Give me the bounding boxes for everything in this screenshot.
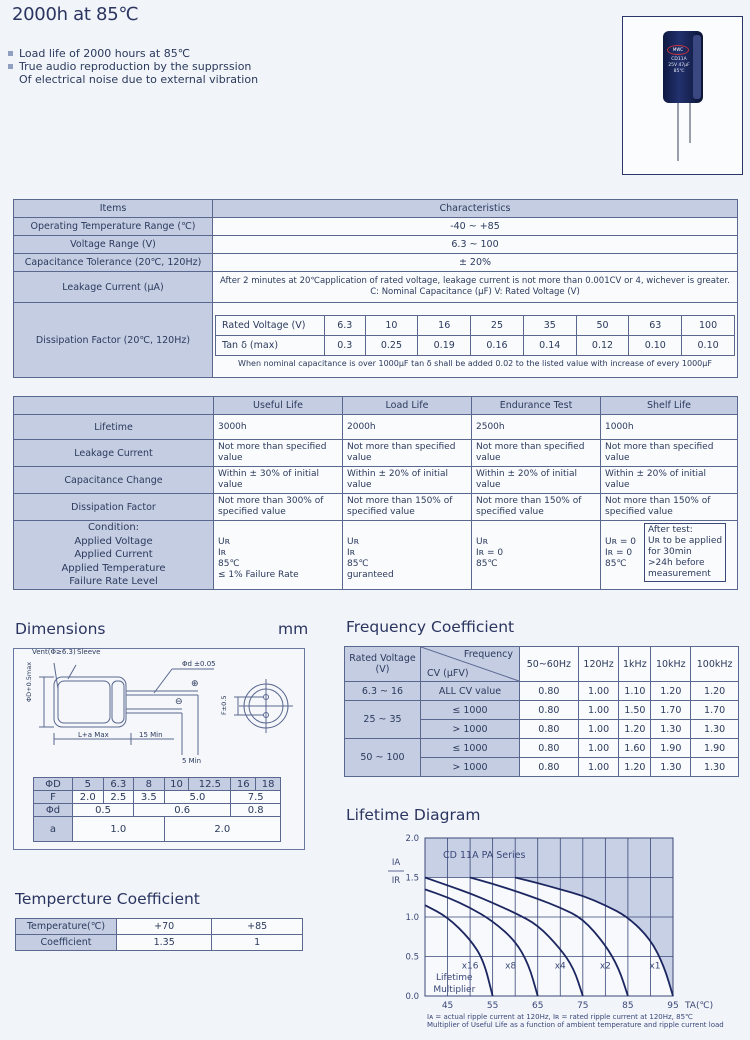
leakage-legend: C: Nominal Capacitance (μF) V: Rated Voltage (V) bbox=[370, 287, 580, 297]
frequency-label: Frequency bbox=[463, 649, 513, 660]
y-tick-label: 1.0 bbox=[405, 913, 419, 923]
cell: +85 bbox=[212, 919, 303, 935]
frequency-table bbox=[344, 646, 739, 777]
page-title: 2000h at 85℃ bbox=[12, 4, 139, 25]
spec-table bbox=[13, 199, 738, 378]
coefficient-cell: 1.70 bbox=[691, 701, 739, 720]
coefficient-cell: 1.00 bbox=[578, 720, 619, 739]
x-tick-label: 55 bbox=[486, 1001, 499, 1011]
cell: 3000h bbox=[214, 415, 343, 440]
condition-shelf bbox=[601, 521, 738, 590]
cond-value: Iʀ bbox=[218, 548, 227, 558]
cell: 2.0 bbox=[73, 791, 104, 804]
capacitor-stripe bbox=[693, 35, 701, 99]
series-label-x8: x8 bbox=[505, 961, 517, 972]
coefficient-cell: 1.00 bbox=[578, 701, 619, 720]
series-label-x16: x16 bbox=[461, 961, 479, 972]
col-header-useful-life: Useful Life bbox=[214, 397, 343, 415]
voltage-cell: 63 bbox=[629, 315, 682, 335]
cond-value: 85℃ bbox=[476, 559, 498, 569]
label-line: 85℃ bbox=[673, 69, 685, 74]
multiplier-label: Lifetime bbox=[436, 973, 473, 984]
col-header-shelf-life: Shelf Life bbox=[601, 397, 738, 415]
coefficient-cell: 1.10 bbox=[619, 682, 651, 701]
note-line: for 30min bbox=[648, 547, 692, 557]
cell: 5.0 bbox=[164, 791, 231, 804]
table-row bbox=[14, 236, 738, 254]
tan-delta-cell: 0.25 bbox=[365, 335, 418, 355]
table-row bbox=[345, 682, 739, 701]
coefficient-cell: 1.60 bbox=[619, 739, 651, 758]
row-label-coefficient: Coefficient bbox=[16, 935, 117, 951]
bullet-icon bbox=[8, 51, 13, 56]
x-axis-label: TA(℃) bbox=[685, 1001, 714, 1011]
y-tick-label: 0.0 bbox=[405, 992, 419, 1002]
col-header-blank bbox=[14, 397, 214, 415]
cv-label: CV (μFV) bbox=[427, 668, 469, 679]
row-label: Operating Temperature Range (℃) bbox=[14, 218, 213, 236]
cell: 1000h bbox=[601, 415, 738, 440]
cell: 3.5 bbox=[134, 791, 165, 804]
row-label-D: ΦD bbox=[34, 778, 73, 791]
table-row-condition bbox=[14, 521, 738, 590]
table-row bbox=[14, 272, 738, 303]
tan-delta-cell: 0.12 bbox=[576, 335, 629, 355]
table-row bbox=[14, 303, 738, 378]
dissipation-note: When nominal capacitance is over 1000μF tan δ shall be added 0.02 to the listed value with increase of every 1000μF bbox=[238, 358, 712, 368]
condition-useful bbox=[214, 521, 343, 590]
series-label-x4: x4 bbox=[554, 961, 566, 972]
voltage-cell: 10 bbox=[365, 315, 418, 335]
voltage-cell: 35 bbox=[523, 315, 576, 335]
row-label-a: a bbox=[34, 817, 73, 842]
coefficient-cell: 1.20 bbox=[691, 682, 739, 701]
row-value: 6.3 ~ 100 bbox=[213, 236, 738, 254]
cv-cell: > 1000 bbox=[421, 758, 520, 777]
coefficient-cell: 0.80 bbox=[520, 720, 579, 739]
coefficient-cell: 1.20 bbox=[619, 720, 651, 739]
cell: 2.5 bbox=[103, 791, 134, 804]
temperature-table bbox=[15, 918, 303, 951]
capacitor-sleeve bbox=[58, 681, 110, 723]
x-tick-label: 85 bbox=[622, 1001, 634, 1011]
cond-value: Iʀ bbox=[347, 548, 356, 558]
row-value: ± 20% bbox=[213, 254, 738, 272]
col-header-diagonal bbox=[421, 647, 520, 682]
diameter-cell: 6.3 bbox=[103, 778, 134, 791]
voltage-group: 6.3 ~ 16 bbox=[345, 682, 421, 701]
coefficient-cell: 1.70 bbox=[651, 701, 691, 720]
note-line: >24h before bbox=[648, 558, 705, 568]
col-header-characteristics: Characteristics bbox=[213, 200, 738, 218]
y-tick-label: 2.0 bbox=[405, 834, 419, 844]
cell: Not more than specified value bbox=[472, 440, 601, 467]
label-line: CD11A bbox=[671, 57, 687, 62]
feature-list bbox=[8, 47, 258, 86]
cell: Within ± 30% of initial value bbox=[214, 467, 343, 494]
row-label: Dissipation Factor bbox=[14, 494, 214, 521]
dissipation-cell bbox=[213, 303, 738, 378]
col-header-frequency: 120Hz bbox=[578, 647, 619, 682]
row-label: Dissipation Factor (20℃, 120Hz) bbox=[14, 303, 213, 378]
pitch-label: F±0.5 bbox=[220, 695, 228, 715]
plus-icon: ⊕ bbox=[191, 679, 199, 689]
cell: Within ± 20% of initial value bbox=[472, 467, 601, 494]
lifetime-title: Lifetime Diagram bbox=[346, 806, 481, 824]
feature-text-continued: Of electrical noise due to external vibration bbox=[19, 73, 259, 86]
life-table bbox=[13, 396, 738, 590]
cv-cell: ≤ 1000 bbox=[421, 701, 520, 720]
row-label: Lifetime bbox=[14, 415, 214, 440]
cell: Not more than 150% of specified value bbox=[472, 494, 601, 521]
length-label: L+a Max bbox=[78, 731, 109, 739]
cond-value: guranteed bbox=[347, 570, 394, 580]
voltage-group: 50 ~ 100 bbox=[345, 739, 421, 777]
lead-wire bbox=[677, 103, 679, 161]
col-header-frequency: 100kHz bbox=[691, 647, 739, 682]
note-line: After test: bbox=[648, 525, 693, 535]
cell: Not more than 150% of specified value bbox=[343, 494, 472, 521]
cond-value: Uʀ = 0 bbox=[605, 537, 637, 547]
row-label: Leakage Current (μA) bbox=[14, 272, 213, 303]
capacitor-outline bbox=[54, 677, 126, 727]
tan-delta-cell: 0.14 bbox=[523, 335, 576, 355]
coefficient-cell: 1.20 bbox=[619, 758, 651, 777]
coefficient-cell: 0.80 bbox=[520, 739, 579, 758]
y-axis-label-bottom: IR bbox=[391, 876, 401, 886]
cond-value: 85℃ bbox=[347, 559, 369, 569]
coefficient-cell: 1.90 bbox=[691, 739, 739, 758]
chart-note: Multiplier of Useful Life as a function of ambient temperature and ripple current load bbox=[427, 1021, 724, 1029]
sleeve-label: Sleeve bbox=[77, 648, 101, 656]
shelf-values bbox=[605, 523, 636, 582]
temperature-title: Tempercture Coefficient bbox=[15, 890, 200, 908]
tan-delta-label: Tan δ (max) bbox=[216, 335, 325, 355]
coefficient-cell: 1.90 bbox=[651, 739, 691, 758]
tan-delta-cell: 0.16 bbox=[471, 335, 524, 355]
row-label: Capacitance Tolerance (20℃, 120Hz) bbox=[14, 254, 213, 272]
rated-voltage-label: Rated Voltage (V) bbox=[216, 315, 325, 335]
condition-labels bbox=[14, 521, 214, 590]
cv-cell: ALL CV value bbox=[421, 682, 520, 701]
brand-logo: MWC bbox=[667, 45, 689, 55]
cell: Not more than specified value bbox=[601, 440, 738, 467]
cell: 7.5 bbox=[231, 791, 281, 804]
diameter-cell: 10 bbox=[164, 778, 189, 791]
coefficient-cell: 1.50 bbox=[619, 701, 651, 720]
diameter-cell: 16 bbox=[231, 778, 256, 791]
minus-icon: ⊖ bbox=[175, 697, 183, 707]
col-header-frequency: 1kHz bbox=[619, 647, 651, 682]
capacitor-image bbox=[663, 31, 703, 103]
dimension-drawing bbox=[14, 649, 304, 774]
x-tick-label: 45 bbox=[441, 1001, 454, 1011]
condition-label: Failure Rate Level bbox=[69, 576, 158, 588]
capacitor-bead bbox=[112, 681, 124, 723]
coefficient-cell: 1.30 bbox=[651, 720, 691, 739]
col-header-rated-voltage: Rated Voltage (V) bbox=[345, 647, 421, 682]
frequency-title: Frequency Coefficient bbox=[346, 618, 515, 636]
offset-label: 5 Min bbox=[182, 757, 202, 765]
cond-value: 85℃ bbox=[218, 559, 240, 569]
table-row bbox=[14, 467, 738, 494]
tan-delta-cell: 0.10 bbox=[682, 335, 735, 355]
condition-label: Applied Temperature bbox=[61, 562, 166, 574]
cell: 1 bbox=[212, 935, 303, 951]
series-title: CD 11A PA Series bbox=[443, 850, 526, 861]
voltage-cell: 50 bbox=[576, 315, 629, 335]
condition-label: Condition: bbox=[87, 522, 140, 534]
cell: Not more than 150% of specified value bbox=[601, 494, 738, 521]
cell: Not more than specified value bbox=[343, 440, 472, 467]
voltage-group: 25 ~ 35 bbox=[345, 701, 421, 739]
dimensions-unit: mm bbox=[278, 620, 309, 638]
cell: Not more than 300% of specified value bbox=[214, 494, 343, 521]
note-line: Uʀ to be applied bbox=[648, 536, 723, 546]
chart-note: Iᴀ = actual ripple current at 120Hz, Iʀ = rated ripple current at 120Hz, 85℃ bbox=[427, 1013, 693, 1021]
table-row bbox=[14, 440, 738, 467]
table-row bbox=[14, 218, 738, 236]
condition-label: Applied Voltage bbox=[74, 535, 153, 547]
vent-label: Vent(Φ≥6.3) bbox=[32, 648, 76, 656]
row-label-d: Φd bbox=[34, 804, 73, 817]
capacitor-label bbox=[665, 57, 693, 75]
col-header-frequency: 50~60Hz bbox=[520, 647, 579, 682]
row-label: Leakage Current bbox=[14, 440, 214, 467]
diameter-cell: 18 bbox=[256, 778, 281, 791]
note-line: measurement bbox=[648, 569, 711, 579]
dimension-table bbox=[33, 777, 281, 842]
cell: 0.5 bbox=[73, 804, 134, 817]
dissipation-table bbox=[215, 315, 735, 356]
cell: Not more than specified value bbox=[214, 440, 343, 467]
cell: 1.0 bbox=[73, 817, 165, 842]
coefficient-cell: 0.80 bbox=[520, 682, 579, 701]
cond-value: ≤ 1% Failure Rate bbox=[218, 570, 299, 580]
table-row bbox=[14, 254, 738, 272]
voltage-cell: 6.3 bbox=[325, 315, 366, 335]
row-value bbox=[213, 272, 738, 303]
series-label-x1: x1 bbox=[649, 961, 661, 972]
row-label-F: F bbox=[34, 791, 73, 804]
cond-value: 85℃ bbox=[605, 559, 627, 569]
condition-load bbox=[343, 521, 472, 590]
voltage-cell: 100 bbox=[682, 315, 735, 335]
tan-delta-cell: 0.10 bbox=[629, 335, 682, 355]
y-tick-label: 1.5 bbox=[405, 873, 419, 884]
voltage-cell: 25 bbox=[471, 315, 524, 335]
cell: +70 bbox=[117, 919, 212, 935]
cell: Within ± 20% of initial value bbox=[343, 467, 472, 494]
table-row bbox=[345, 739, 739, 758]
shelf-note-box bbox=[644, 523, 726, 582]
bullet-icon bbox=[8, 64, 13, 69]
multiplier-label: Multiplier bbox=[433, 985, 476, 996]
cell: 1.35 bbox=[117, 935, 212, 951]
row-label-temperature: Temperature(℃) bbox=[16, 919, 117, 935]
lead-dia-label: Φd ±0.05 bbox=[182, 660, 216, 668]
cell: 2500h bbox=[472, 415, 601, 440]
diameter-cell: 8 bbox=[134, 778, 165, 791]
vent-leader bbox=[54, 663, 58, 689]
row-label: Capacitance Change bbox=[14, 467, 214, 494]
col-header-frequency: 10kHz bbox=[651, 647, 691, 682]
cond-value: Uʀ bbox=[476, 537, 489, 547]
cond-value: Iʀ = 0 bbox=[605, 548, 633, 558]
coefficient-cell: 0.80 bbox=[520, 701, 579, 720]
lead-length-label: 15 Min bbox=[139, 731, 163, 739]
diameter-cell: 12.5 bbox=[189, 778, 231, 791]
feature-item bbox=[8, 47, 258, 60]
feature-item bbox=[8, 60, 258, 73]
y-tick-label: 0.5 bbox=[405, 952, 419, 963]
label-line: 25V 47μF bbox=[668, 63, 690, 68]
coefficient-cell: 1.00 bbox=[578, 739, 619, 758]
cond-value: Uʀ bbox=[218, 537, 231, 547]
lifetime-chart bbox=[380, 830, 750, 1020]
condition-label: Applied Current bbox=[74, 549, 153, 561]
col-header-load-life: Load Life bbox=[343, 397, 472, 415]
dimensions-title: Dimensions bbox=[15, 620, 106, 638]
coefficient-cell: 0.80 bbox=[520, 758, 579, 777]
x-tick-label: 95 bbox=[667, 1001, 679, 1011]
cell: Within ± 20% of initial value bbox=[601, 467, 738, 494]
feature-text: Load life of 2000 hours at 85℃ bbox=[19, 47, 191, 60]
coefficient-cell: 1.30 bbox=[691, 758, 739, 777]
col-header-items: Items bbox=[14, 200, 213, 218]
coefficient-cell: 1.00 bbox=[578, 758, 619, 777]
table-row bbox=[14, 415, 738, 440]
cv-cell: ≤ 1000 bbox=[421, 739, 520, 758]
product-photo bbox=[622, 16, 743, 175]
cond-value: Uʀ bbox=[347, 537, 360, 547]
table-row bbox=[345, 701, 739, 720]
tan-delta-cell: 0.19 bbox=[418, 335, 471, 355]
feature-text: True audio reproduction by the supprssion bbox=[19, 60, 252, 73]
cell: 0.6 bbox=[134, 804, 231, 817]
col-header-endurance-test: Endurance Test bbox=[472, 397, 601, 415]
lead-wire bbox=[689, 103, 691, 143]
coefficient-cell: 1.20 bbox=[651, 682, 691, 701]
cell: 2000h bbox=[343, 415, 472, 440]
row-label: Voltage Range (V) bbox=[14, 236, 213, 254]
voltage-cell: 16 bbox=[418, 315, 471, 335]
row-value: -40 ~ +85 bbox=[213, 218, 738, 236]
cv-cell: > 1000 bbox=[421, 720, 520, 739]
cond-value: Iʀ = 0 bbox=[476, 548, 504, 558]
coefficient-cell: 1.00 bbox=[578, 682, 619, 701]
cell: 0.8 bbox=[231, 804, 281, 817]
coefficient-cell: 1.30 bbox=[691, 720, 739, 739]
diameter-cell: 5 bbox=[73, 778, 104, 791]
x-tick-label: 65 bbox=[532, 1001, 544, 1011]
tan-delta-cell: 0.3 bbox=[325, 335, 366, 355]
leakage-text: After 2 minutes at 20℃application of rated voltage, leakage current is not more than 0.001CV or 4, wichever is greater. bbox=[220, 276, 730, 286]
y-axis-label-top: IA bbox=[391, 858, 401, 868]
condition-endurance bbox=[472, 521, 601, 590]
cell: 2.0 bbox=[164, 817, 280, 842]
x-tick-label: 75 bbox=[577, 1001, 589, 1011]
diameter-label: ΦD+0.5max bbox=[25, 661, 33, 702]
lead-dia-leader bbox=[154, 669, 172, 693]
series-label-x2: x2 bbox=[599, 961, 611, 972]
coefficient-cell: 1.30 bbox=[651, 758, 691, 777]
table-row bbox=[14, 494, 738, 521]
